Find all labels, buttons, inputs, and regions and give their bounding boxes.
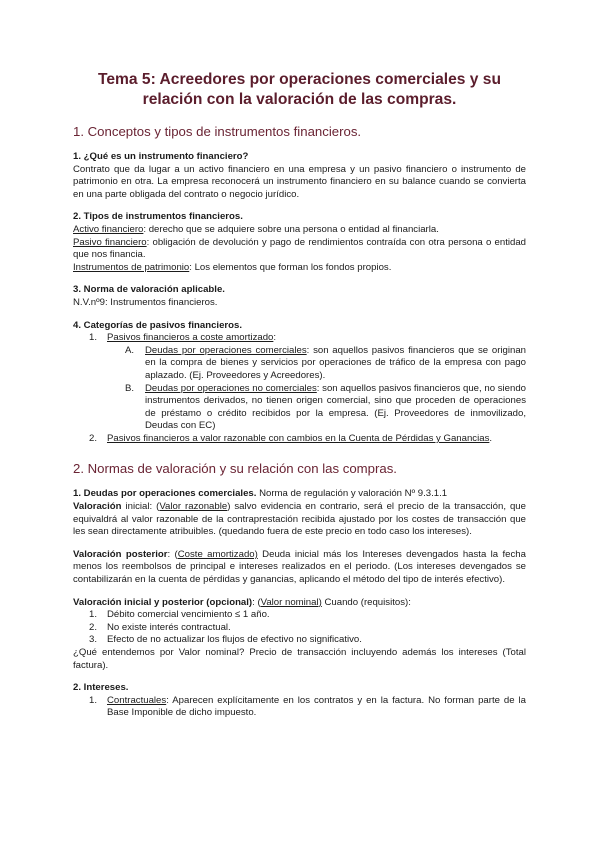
list-letter: B. [125, 382, 135, 394]
subsection-1-4-heading: 4. Categorías de pasivos financieros. [73, 319, 243, 331]
term-deudas-comerciales: Deudas por operaciones comerciales [145, 344, 307, 356]
type-pasivo [73, 237, 526, 262]
term-coste-amortizado-2: Coste amortizado) [177, 548, 258, 560]
document-title [73, 70, 526, 110]
text-valoracion-inicial: ) salvo evidencia en contrario, será el precio de la transacción, que equivaldrá al valor razonable de la contraprestación recibida ajustado por los costes de transacción que les sean directamente atribuibles. (quedando fuera de este precio en todo caso los intereses). [73, 501, 526, 538]
instrument-definition: Contrato que da lugar a un activo financiero en una empresa y un pasivo financiero o instrumento de patrimonio en otra. La empresa reconocerá un instrumento financiero en su balance cuando se convierta en una parte obligada del contrato o negocio jurídico. [73, 163, 526, 200]
section-2-heading: 2. Normas de valoración y su relación con las compras. [73, 461, 397, 477]
text-deudas-no-comerciales: : son aquellos pasivos financieros que, no siendo instrumentos derivados, no tienen origen comercial, sino que proceden de operaciones de préstamo o crédito recibidos por la empresa. (Ej. Proveedores de inmovilizado, Deudas con EC) [145, 382, 526, 432]
valoracion-opcional: Valoración inicial y posterior (opcional): (Valor nominal) Cuando (requisitos): [73, 596, 411, 608]
text-activo: : derecho que se adquiere sobre una persona o entidad al financiarla. [143, 223, 439, 235]
label-valoracion-opcional: Valoración inicial y posterior (opcional) [73, 596, 253, 608]
term-valor-razonable: Valor razonable [159, 501, 228, 513]
term-coste-amortizado: Pasivos financieros a coste amortizado [107, 332, 274, 344]
list-letter: A. [125, 344, 135, 356]
list-number: 1. [89, 332, 98, 344]
subsection-1-3-heading: 3. Norma de valoración aplicable. [73, 284, 225, 296]
title-line-2: relación con la valoración de las compras. [142, 91, 457, 108]
type-patrimonio [73, 262, 526, 275]
norma-regulacion: Norma de regulación y valoración Nº 9.3.1.1 [256, 488, 448, 500]
norma-aplicable: N.V.nº9: Instrumentos financieros. [73, 296, 218, 308]
text-patrimonio: : Los elementos que forman los fondos propios. [189, 261, 392, 273]
term-deudas-no-comerciales: Deudas por operaciones no comerciales [145, 382, 317, 394]
list-item-requisito: 3. Efecto de no actualizar los flujos de efectivo no significativo. [89, 634, 362, 646]
subsection-2-1-heading: 1. Deudas por operaciones comerciales. [73, 488, 257, 500]
term-valor-nominal: Valor nominal) [260, 596, 322, 608]
label-valoracion-posterior: Valoración posterior [73, 548, 168, 560]
text-valoracion-posterior: Deuda inicial más los Intereses devengados hasta la fecha menos los reembolsos de principal e intereses realizados en el periodo. (Los intereses devengados se contabilizarán en la cuenta de pérdidas y ganancias, aplicando el método del tipo de interés efectivo). [73, 548, 526, 586]
subsection-1-2-heading: 2. Tipos de instrumentos financieros. [73, 211, 243, 223]
list-item-coste-amortizado: 1. Pasivos financieros a coste amortizado: [73, 332, 526, 345]
subsection-2-2-heading: 2. Intereses. [73, 682, 129, 694]
term-patrimonio: Instrumentos de patrimonio [73, 261, 190, 273]
term-pasivo: Pasivo financiero [73, 236, 147, 248]
list-item-deudas-no-comerciales [73, 383, 526, 433]
list-item-contractuales: 1. Contractuales: Aparecen explícitamente en los contratos y en la factura. No forman parte de la Base Imponible de dicho impuesto. [89, 694, 526, 719]
label-valoracion-inicial: Valoración [73, 501, 122, 513]
valoracion-posterior: Valoración posterior: (Coste amortizado) Deuda inicial más los Intereses devengados hasta la fecha menos los reembolsos de principal e intereses realizados en el periodo. (Los intereses devengados se contabilizarán en la cuenta de pérdidas y ganancias, aplicando el método del tipo de interés efectivo). [73, 548, 526, 586]
title-line-1: Tema 5: Acreedores por operaciones comerciales y su [97, 71, 501, 88]
subsection-1-1-heading: 1. ¿Qué es un instrumento financiero? [73, 151, 249, 162]
list-number: 2. [89, 432, 98, 444]
list-item-deudas-comerciales [73, 345, 526, 383]
type-activo [73, 224, 526, 237]
text-deudas-comerciales: : son aquellos pasivos financieros que se originan en la compra de bienes y servicios por operaciones de tráfico de la empresa con pago aplazado. (Ej. Proveedores y Acreedores). [145, 344, 526, 381]
subsection-2-1 [73, 488, 526, 501]
valor-nominal-question: ¿Qué entendemos por Valor nominal? Precio de transacción incluyendo además los intereses (Total factura). [73, 647, 526, 671]
list-item-valor-razonable: 2. Pasivos financieros a valor razonable con cambios en la Cuenta de Pérdidas y Ganancias. [73, 433, 526, 446]
list-item-requisito: 2. No existe interés contractual. [89, 621, 231, 633]
list-item-requisito: 1. Débito comercial vencimiento ≤ 1 año. [89, 609, 270, 621]
text-contractuales: : Aparecen explícitamente en los contratos y en la factura. No forman parte de la Base Imponible de dicho impuesto. [107, 694, 526, 719]
section-1-heading: 1. Conceptos y tipos de instrumentos financieros. [73, 124, 362, 139]
valoracion-inicial: Valoración inicial: (Valor razonable) salvo evidencia en contrario, será el precio de la transacción, que equivaldrá al valor razonable de la contraprestación recibida ajustado por los costes de transacción que les sean directamente atribuibles. (quedando fuera de este precio en todo caso los intereses). [73, 501, 526, 538]
term-contractuales: Contractuales [107, 694, 167, 706]
text-pasivo: : obligación de devolución y pago de rendimientos contraída con otra persona o entidad que nos financia. [73, 236, 526, 261]
term-activo: Activo financiero [73, 223, 144, 235]
term-valor-razonable-pyg: Pasivos financieros a valor razonable con cambios en la Cuenta de Pérdidas y Ganancias [107, 432, 490, 444]
